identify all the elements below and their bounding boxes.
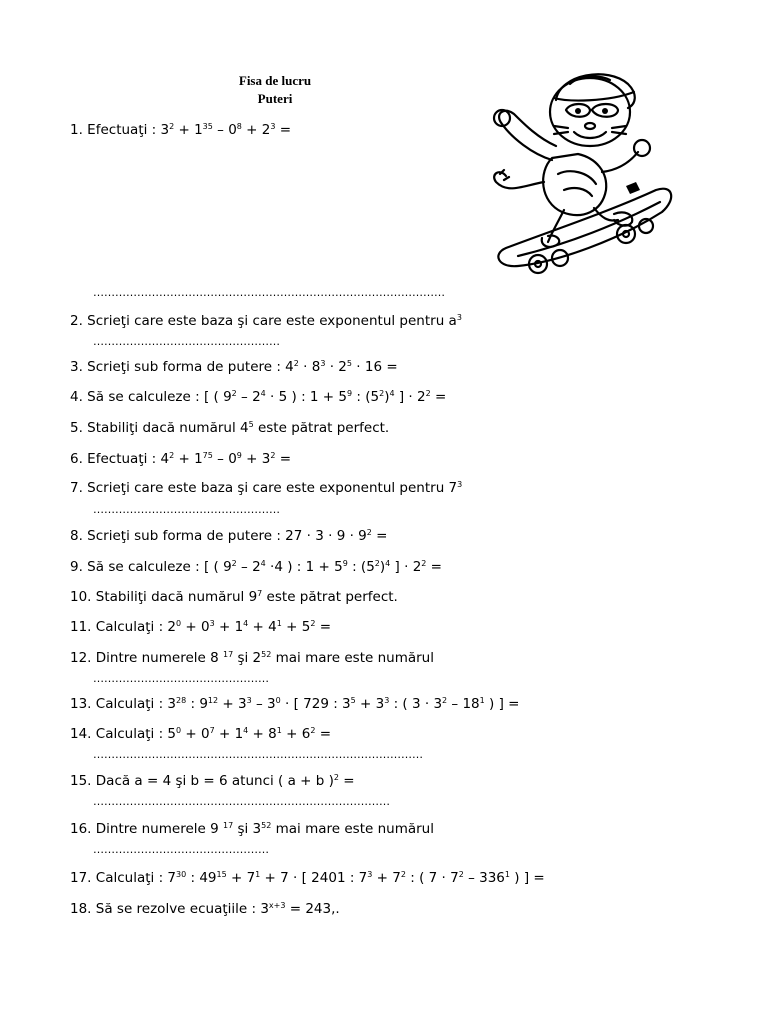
exercise-item	[70, 389, 446, 405]
answer-dotted-line[interactable]: ……………………………………………………………………………………	[93, 287, 445, 299]
exercise-text: Calculaţi : $3^{28}$ : $9^{12} + 3^3 - 3^0$ · [ 729 : $3^5 + 3^3$ : ( $3 \cdot 3^2 - 18^1$ ) ] =	[91, 696, 520, 712]
exercise-item	[70, 589, 398, 605]
exercise-number: 5.	[70, 420, 83, 436]
exercise-item	[70, 901, 340, 917]
answer-dotted-line[interactable]: ………………………………………………………………………………	[93, 749, 423, 761]
exercise-text: Să se calculeze : [ ( $9^2 - 2^4 \cdot 5$ ) : $1 + 5^9$ : $(5^2)^4$ ] · $2^2$ =	[82, 389, 447, 405]
exercise-item	[70, 650, 434, 666]
answer-dotted-line[interactable]: …………………………………………	[93, 844, 269, 856]
answer-dotted-line[interactable]: …………………………………………	[93, 673, 269, 685]
exercise-number: 4.	[70, 389, 83, 405]
exercise-item	[70, 559, 442, 575]
exercise-text: Calculaţi : $2^0 + 0^3 + 1^4 + 4^1 + 5^2$ =	[91, 619, 332, 635]
exercise-text: Să se calculeze : [ ( $9^2 - 2^4 \cdot 4$ ) : $1 + 5^9$ : $(5^2)^4$ ] · $2^2$ =	[82, 559, 442, 575]
exercise-number: 3.	[70, 359, 83, 375]
exercise-item	[70, 773, 355, 789]
exercise-item	[70, 451, 291, 467]
exercise-text: Scrieţi sub forma de putere : $27 \cdot 3 \cdot 9 \cdot 9^2$ =	[82, 528, 388, 544]
exercise-text: Să se rezolve ecuaţiile : $3^{x+3} = 243$,.	[91, 901, 340, 917]
exercise-number: 14.	[70, 726, 92, 742]
exercise-number: 18.	[70, 901, 92, 917]
exercise-item	[70, 696, 519, 712]
exercise-number: 6.	[70, 451, 83, 467]
exercise-number: 15.	[70, 773, 92, 789]
exercise-item	[70, 726, 331, 742]
exercise-text: Scrieţi care este baza şi care este exponentul pentru $a^3$	[82, 313, 462, 329]
exercise-text: Calculaţi : $7^{30}$ : $49^{15} + 7^1 + 7$ · [ 2401 : $7^3 + 7^2$ : ( $7 \cdot 7^2 - 336^1$ ) ] =	[91, 870, 545, 886]
exercise-text: Dacă a = 4 şi b = 6 atunci ( a + b )$^2$ =	[91, 773, 355, 789]
worksheet-title: Fisa de lucru	[238, 73, 312, 88]
exercise-text: Dintre numerele 8 $^{17}$ şi $2^{52}$ mai mare este numărul	[91, 650, 434, 666]
exercise-text: Calculaţi : $5^0 + 0^7 + 1^4 + 8^1 + 6^2$ =	[91, 726, 332, 742]
exercise-item	[70, 313, 462, 329]
exercise-number: 7.	[70, 480, 83, 496]
exercise-text: Scrieţi care este baza şi care este exponentul pentru $7^3$	[82, 480, 463, 496]
exercise-number: 8.	[70, 528, 83, 544]
exercise-text: Stabiliţi dacă numărul $9^7$ este pătrat perfect.	[91, 589, 398, 605]
exercise-number: 17.	[70, 870, 92, 886]
cat-skateboard-illustration	[478, 62, 678, 284]
exercise-number: 10.	[70, 589, 92, 605]
exercise-number: 2.	[70, 313, 83, 329]
answer-dotted-line[interactable]: ……………………………………………	[93, 504, 280, 516]
answer-dotted-line[interactable]: ……………………………………………	[93, 336, 280, 348]
exercise-text: Efectuaţi : $3^2 + 1^{35} - 0^8 + 2^3$ =	[82, 122, 292, 138]
exercise-text: Stabiliţi dacă numărul $4^5$ este pătrat perfect.	[82, 420, 390, 436]
exercise-number: 13.	[70, 696, 92, 712]
exercise-text: Dintre numerele 9 $^{17}$ şi $3^{52}$ mai mare este numărul	[91, 821, 434, 837]
answer-dotted-line[interactable]: ………………………………………………………………………	[93, 796, 390, 808]
exercise-number: 16.	[70, 821, 92, 837]
exercise-text: Efectuaţi : $4^2 + 1^{75} - 0^9 + 3^2$ =	[82, 451, 292, 467]
exercise-item	[70, 619, 331, 635]
worksheet-subtitle: Puteri	[257, 91, 293, 106]
exercise-item	[70, 480, 462, 496]
exercise-number: 11.	[70, 619, 92, 635]
exercise-number: 9.	[70, 559, 83, 575]
exercise-item	[70, 821, 434, 837]
exercise-number: 1.	[70, 122, 83, 138]
exercise-text: Scrieţi sub forma de putere : $4^2 \cdot 8^3 \cdot 2^5 \cdot 16$ =	[82, 359, 398, 375]
exercise-item	[70, 870, 545, 886]
exercise-item	[70, 359, 398, 375]
exercise-item	[70, 420, 389, 436]
exercise-item	[70, 122, 291, 138]
exercise-item	[70, 528, 387, 544]
exercise-number: 12.	[70, 650, 92, 666]
